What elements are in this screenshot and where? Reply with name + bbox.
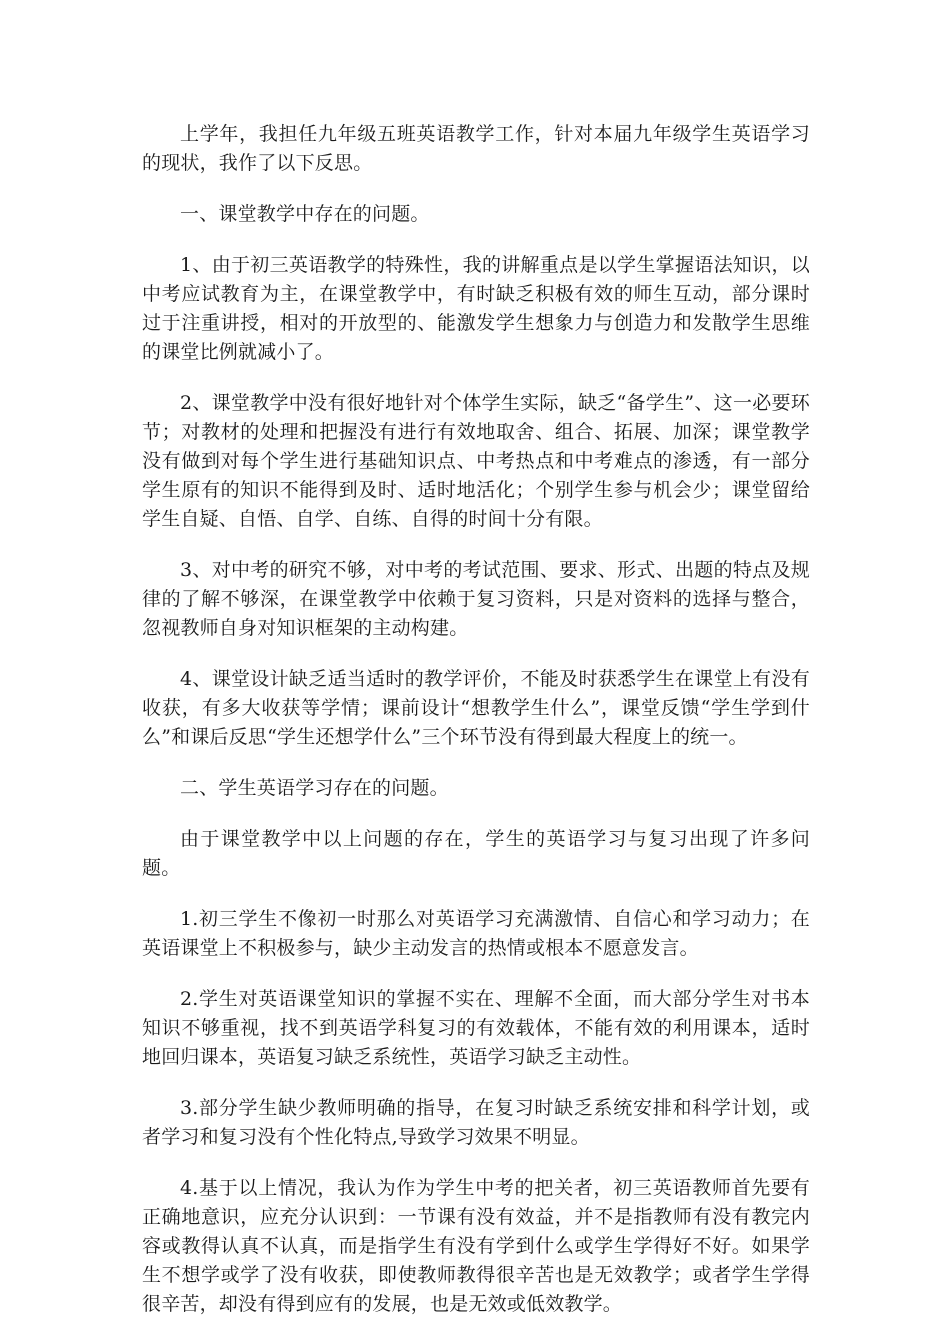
section-heading-student-problems: 二、学生英语学习存在的问题。: [180, 777, 449, 799]
intro-paragraph: 上学年，我担任九年级五班英语教学工作，针对本届九年级学生英语学习的现状，我作了以下反思。: [142, 123, 810, 174]
classroom-problem-1: 1、由于初三英语教学的特殊性，我的讲解重点是以学生掌握语法知识，以中考应试教育为主，在课堂教学中，有时缺乏积极有效的师生互动，部分课时过于注重讲授，相对的开放型的、能激发学生想象力与创造力和发散学生思维的课堂比例就减小了。: [142, 254, 810, 363]
classroom-problem-4: 4、课堂设计缺乏适当适时的教学评价，不能及时获悉学生在课堂上有没有收获，有多大收获等学情；课前设计“想教学生什么”，课堂反馈“学生学到什么”和课后反思“学生还想学什么”三个环节没有得到最大程度上的统一。: [142, 668, 810, 748]
student-problem-2: 2.学生对英语课堂知识的掌握不实在、理解不全面，而大部分学生对书本知识不够重视，找不到英语学科复习的有效载体，不能有效的利用课本，适时地回归课本，英语复习缺乏系统性，英语学习缺乏主动性。: [142, 988, 810, 1068]
classroom-problem-3: 3、对中考的研究不够，对中考的考试范围、要求、形式、出题的特点及规律的了解不够深，在课堂教学中依赖于复习资料，只是对资料的选择与整合，忽视教师自身对知识框架的主动构建。: [142, 559, 810, 639]
classroom-problem-2: 2、课堂教学中没有很好地针对个体学生实际，缺乏“备学生”、这一必要环节；对教材的处理和把握没有进行有效地取舍、组合、拓展、加深；课堂教学没有做到对每个学生进行基础知识点、中考热点和中考难点的渗透，有一部分学生原有的知识不能得到及时、适时地活化；个别学生参与机会少；课堂留给学生自疑、自悟、自学、自练、自得的时间十分有限。: [142, 392, 810, 530]
student-problem-3: 3.部分学生缺少教师明确的指导，在复习时缺乏系统安排和科学计划，或者学习和复习没有个性化特点,导致学习效果不明显。: [142, 1097, 810, 1148]
section-heading-classroom-problems: 一、课堂教学中存在的问题。: [180, 203, 430, 225]
student-problem-1: 1.初三学生不像初一时那么对英语学习充满激情、自信心和学习动力；在英语课堂上不积极参与，缺少主动发言的热情或根本不愿意发言。: [142, 908, 810, 959]
student-problems-intro: 由于课堂教学中以上问题的存在，学生的英语学习与复习出现了许多问题。: [142, 828, 810, 879]
student-problem-4: 4.基于以上情况，我认为作为学生中考的把关者，初三英语教师首先要有正确地意识，应充分认识到：一节课有没有效益，并不是指教师有没有教完内容或教得认真不认真，而是指学生有没有学到什么或学生学得好不好。如果学生不想学或学了没有收获，即使教师教得很辛苦也是无效教学；或者学生学得很辛苦，却没有得到应有的发展，也是无效或低效教学。: [142, 1177, 810, 1315]
document-body: [142, 120, 810, 1341]
